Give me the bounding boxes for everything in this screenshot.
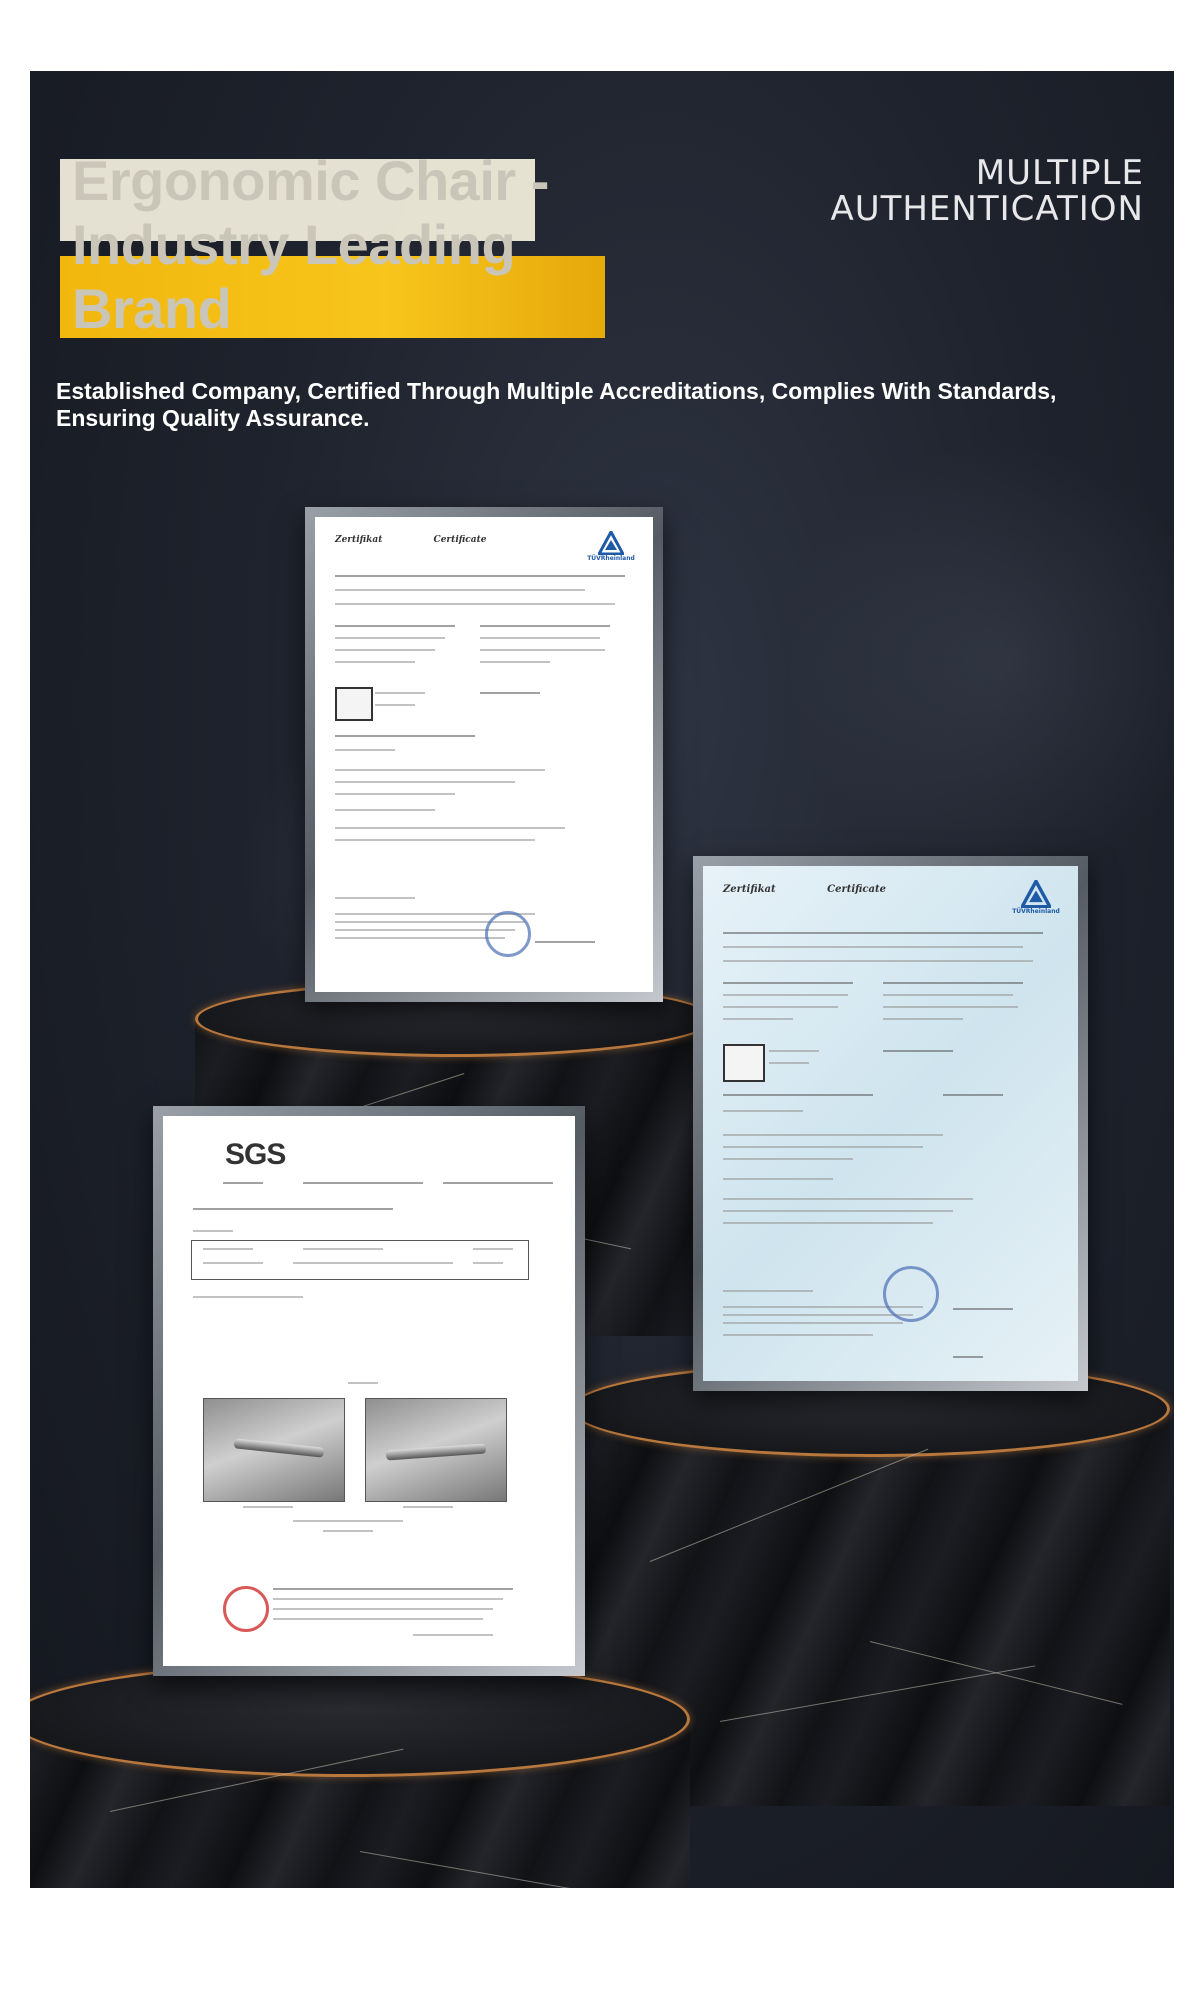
certificate-frame-tuv-right bbox=[693, 856, 1088, 1391]
headline: Ergonomic Chair - Industry Leading Brand bbox=[72, 149, 549, 340]
certificate-title-row bbox=[723, 884, 934, 895]
tuv-logo bbox=[1008, 880, 1064, 915]
tuv-brand: TÜVRheinland bbox=[587, 555, 635, 562]
tuv-test-mark-icon bbox=[335, 687, 373, 721]
certificate-label: Certificate bbox=[433, 535, 487, 545]
certificate-label: Zertifikat bbox=[723, 884, 776, 895]
subtitle: Established Company, Certified Through Multiple Accreditations, Complies With Standards, Ensuring Quality Assurance. bbox=[56, 378, 1057, 431]
hero-panel bbox=[30, 71, 1174, 1888]
certification-stamp bbox=[485, 911, 531, 957]
tuv-triangle-icon bbox=[1021, 880, 1051, 908]
side-title-line: MULTIPLE bbox=[975, 153, 1144, 193]
tuv-test-mark-icon bbox=[723, 1044, 765, 1082]
tuv-brand: TÜVRheinland bbox=[1012, 908, 1060, 915]
certificate-tuv-right bbox=[703, 866, 1078, 1381]
side-title bbox=[830, 155, 1144, 227]
side-title-line: AUTHENTICATION bbox=[830, 189, 1144, 229]
certificate-frame-tuv-back bbox=[305, 507, 663, 1002]
test-photo bbox=[365, 1398, 507, 1502]
background-light bbox=[790, 401, 1174, 921]
certificate-label: Zertifikat bbox=[335, 535, 383, 545]
certificate-frame-sgs bbox=[153, 1106, 585, 1676]
red-seal bbox=[223, 1586, 269, 1632]
tuv-triangle-icon bbox=[598, 531, 624, 555]
certificate-label: Certificate bbox=[827, 884, 886, 895]
certification-stamp bbox=[883, 1266, 939, 1322]
certificate-tuv-back bbox=[315, 517, 653, 992]
certificate-sgs bbox=[163, 1116, 575, 1666]
test-results-table bbox=[191, 1240, 529, 1280]
pedestal-front bbox=[30, 1661, 690, 1888]
sgs-logo: SGS bbox=[225, 1138, 286, 1171]
tuv-logo bbox=[583, 531, 639, 562]
certificate-title-row bbox=[335, 535, 534, 545]
test-photo bbox=[203, 1398, 345, 1502]
